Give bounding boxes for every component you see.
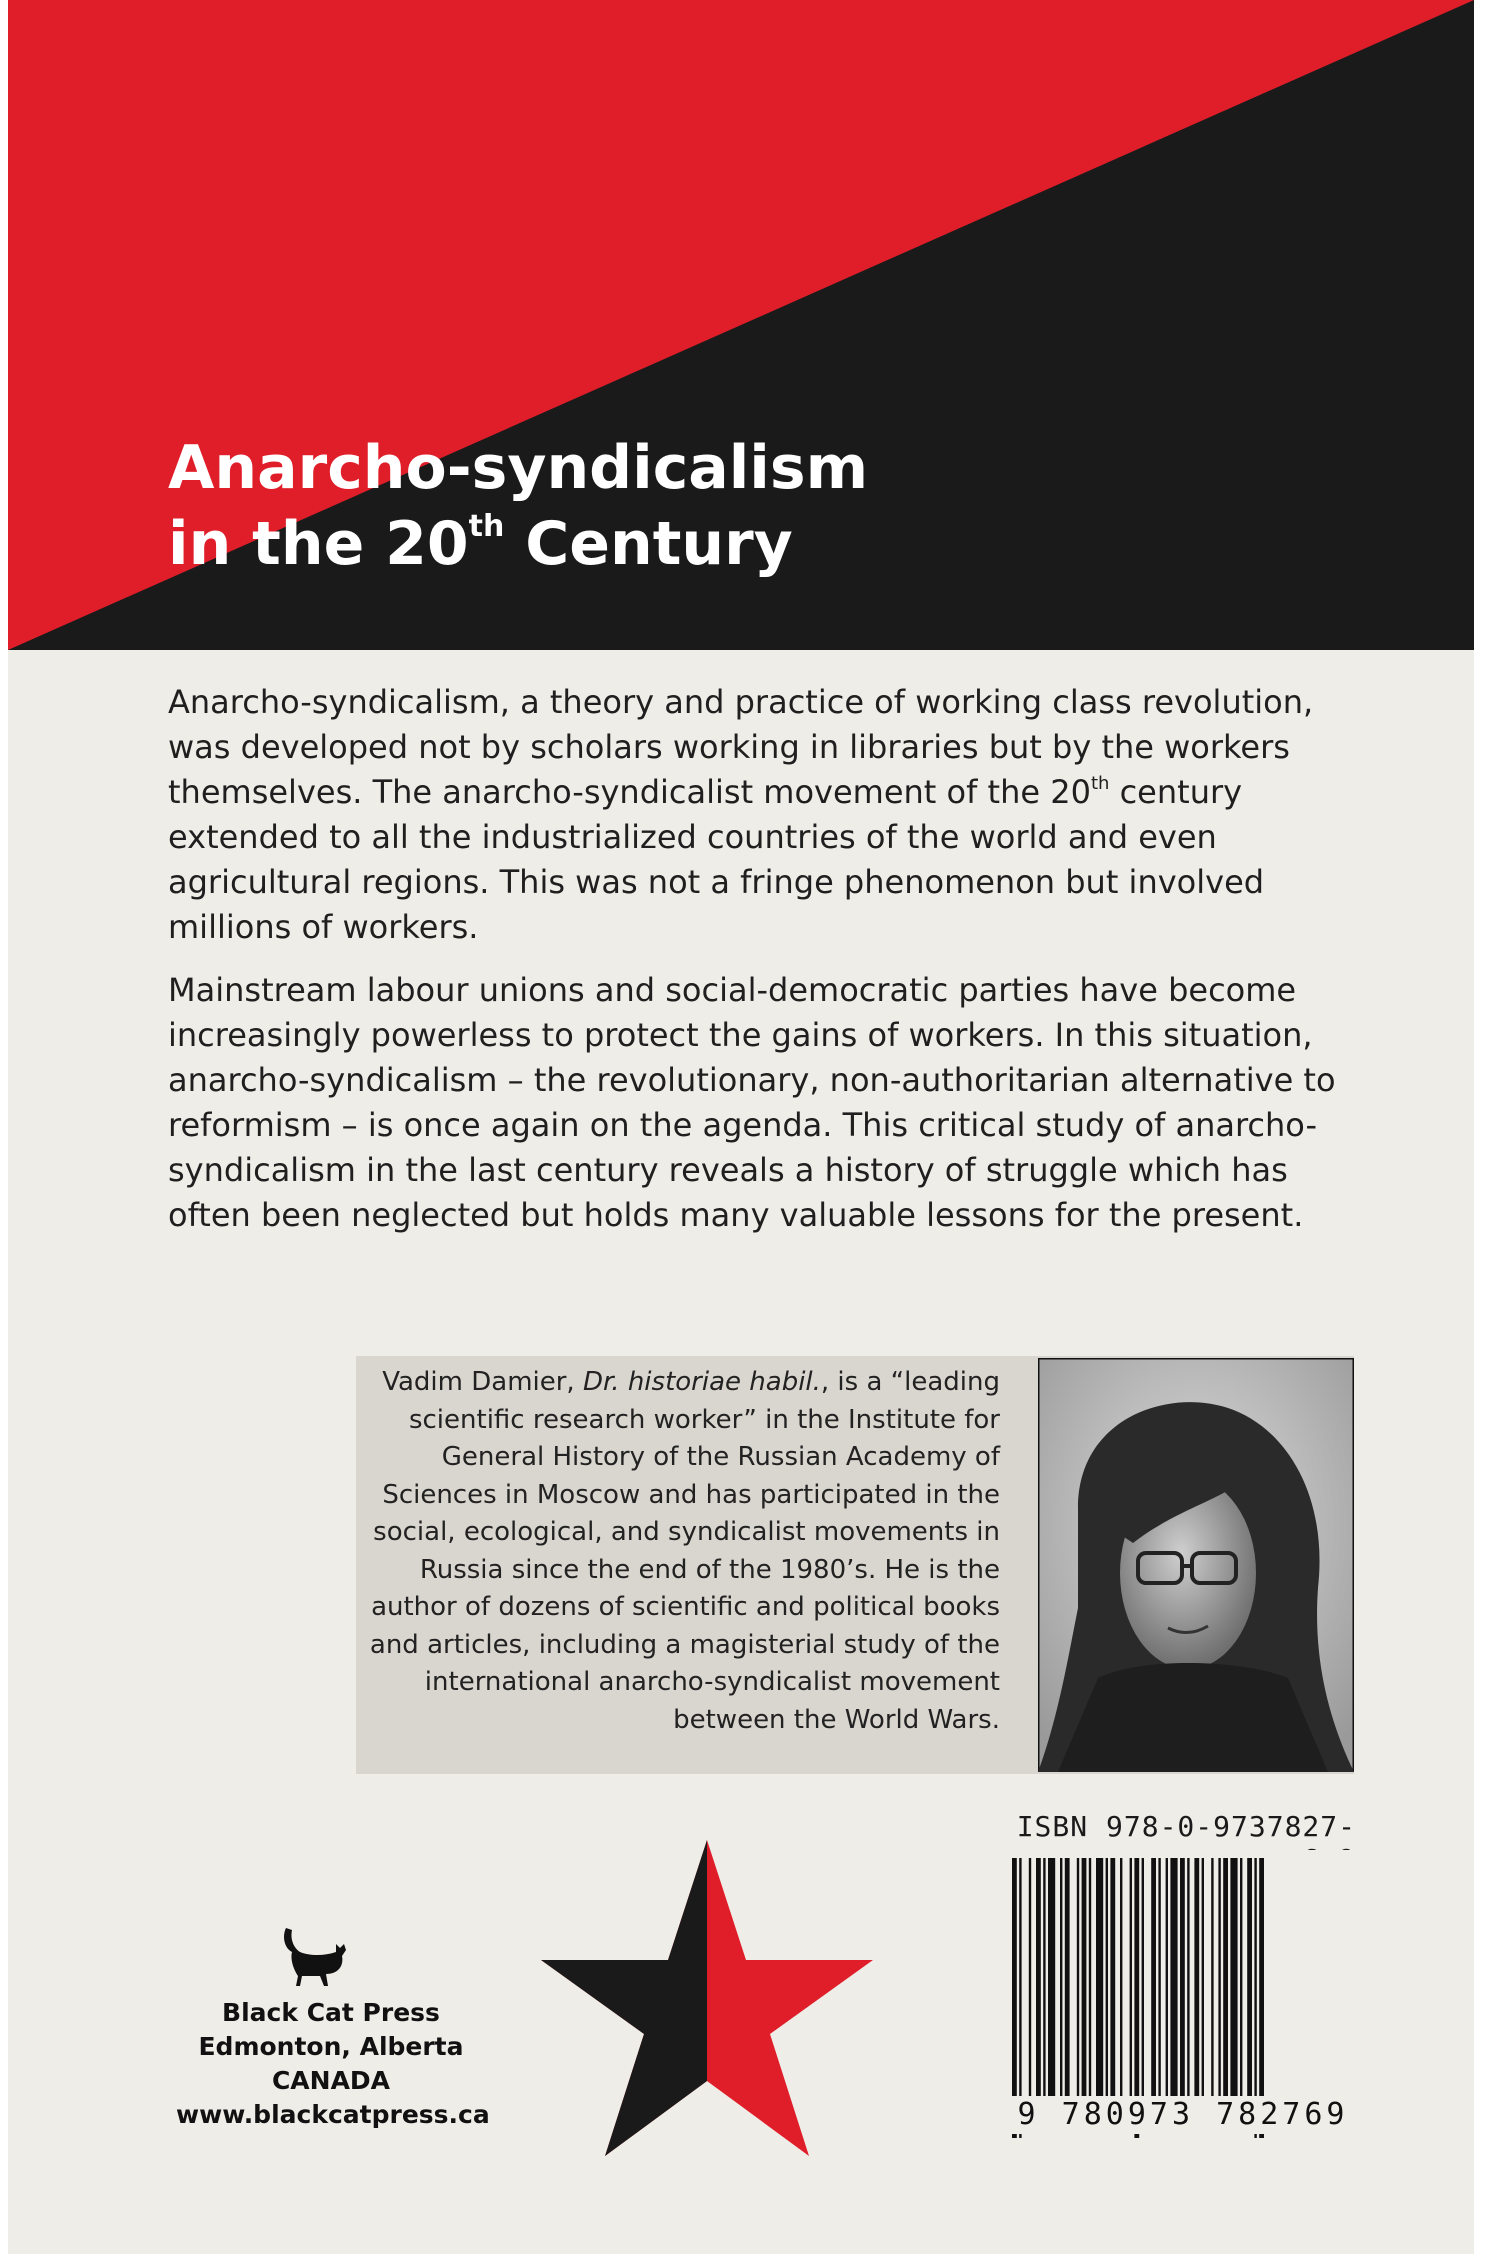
barcode-bar	[1106, 1858, 1108, 2102]
barcode-bar	[1180, 1858, 1185, 2102]
barcode-bar	[1158, 1858, 1160, 2102]
publisher-name: Black Cat Press	[222, 1998, 440, 2027]
back-cover	[8, 0, 1474, 2254]
red-black-star-icon	[541, 1840, 873, 2156]
black-cat-icon	[280, 1926, 354, 1988]
barcode-bar	[1202, 1858, 1204, 2102]
isbn-label: ISBN 978-0-9737827-	[1016, 1810, 1356, 1843]
author-degree: Dr. historiae habil.	[582, 1367, 821, 1397]
barcode-bar	[1211, 1858, 1213, 2102]
barcode-bar	[1120, 1858, 1122, 2102]
barcode-bar	[1060, 1858, 1062, 2102]
barcode-bar	[1194, 1858, 1199, 2102]
barcode-bar	[1077, 1858, 1079, 2102]
author-photo	[1038, 1358, 1354, 1772]
barcode-bar	[1223, 1858, 1228, 2102]
publisher-country: CANADA	[271, 2066, 391, 2095]
barcode-bar	[1096, 1858, 1103, 2102]
barcode-bar	[1247, 1858, 1252, 2102]
description-paragraph-1: Anarcho-syndicalism, a theory and practice of working class revolution, was developed not by scholars working in libraries but by the workers themselves. The anarcho-syndicalist movement of the 20th century extended to all the industrialized countries of the world and even agricultural regions. This was not a fringe phenomenon but involved millions of workers.	[168, 683, 1314, 946]
author-bio: Vadim Damier, Dr. historiae habil., is a “leading scientific research worker” in the Institute for General History of the Russian Academy of Sciences in Moscow and has participated in the social, ecological, and syndicalist movements in Russia since the end of the 1980’s. He is the author of dozens of scientific and political books and articles, including a magisterial study of the international anarcho-syndicalist movement between the World Wars.	[369, 1367, 1000, 1735]
barcode-digits: 9 780973 782769	[996, 2096, 1370, 2134]
title-superscript: th	[468, 509, 505, 544]
barcode-bar	[1065, 1858, 1070, 2102]
description	[168, 680, 1338, 1256]
barcode-bar	[1082, 1858, 1087, 2102]
barcode-bar	[1130, 1858, 1132, 2102]
publisher-url[interactable]: www.blackcatpress.ca	[176, 2100, 490, 2129]
barcode-bar	[1089, 1858, 1091, 2102]
title-line-1: Anarcho-syndicalism	[168, 433, 869, 503]
barcode-bar	[1043, 1858, 1045, 2102]
barcode-bar	[1036, 1858, 1041, 2102]
barcode-bar	[1230, 1858, 1237, 2102]
book-title	[168, 430, 868, 582]
barcode-bar	[1187, 1858, 1189, 2102]
barcode-bar	[1048, 1858, 1055, 2102]
barcode-bar	[1166, 1858, 1168, 2102]
title-line-2-end: Century	[504, 509, 793, 579]
publisher-info	[176, 1996, 490, 2132]
title-line-2: in the 20	[168, 509, 469, 579]
description-paragraph-2: Mainstream labour unions and social-democratic parties have become increasingly powerless to protect the gains of workers. In this situation, anarcho-syndicalism – the revolutionary, non-authoritarian alternative to reformism – is once again on the agenda. This critical study of anarcho-syndicalism in the last century reveals a history of struggle which has often been neglected but holds many valuable lessons for the present.	[168, 971, 1336, 1234]
barcode-bar	[1240, 1858, 1242, 2102]
barcode-bar	[1029, 1858, 1031, 2102]
barcode-bar	[1151, 1858, 1156, 2102]
barcode-bar	[1142, 1858, 1144, 2102]
barcode-bar	[1110, 1858, 1115, 2102]
barcode-bar	[1170, 1858, 1177, 2102]
barcode-bar	[1218, 1858, 1220, 2102]
publisher-city: Edmonton, Alberta	[198, 2032, 464, 2061]
